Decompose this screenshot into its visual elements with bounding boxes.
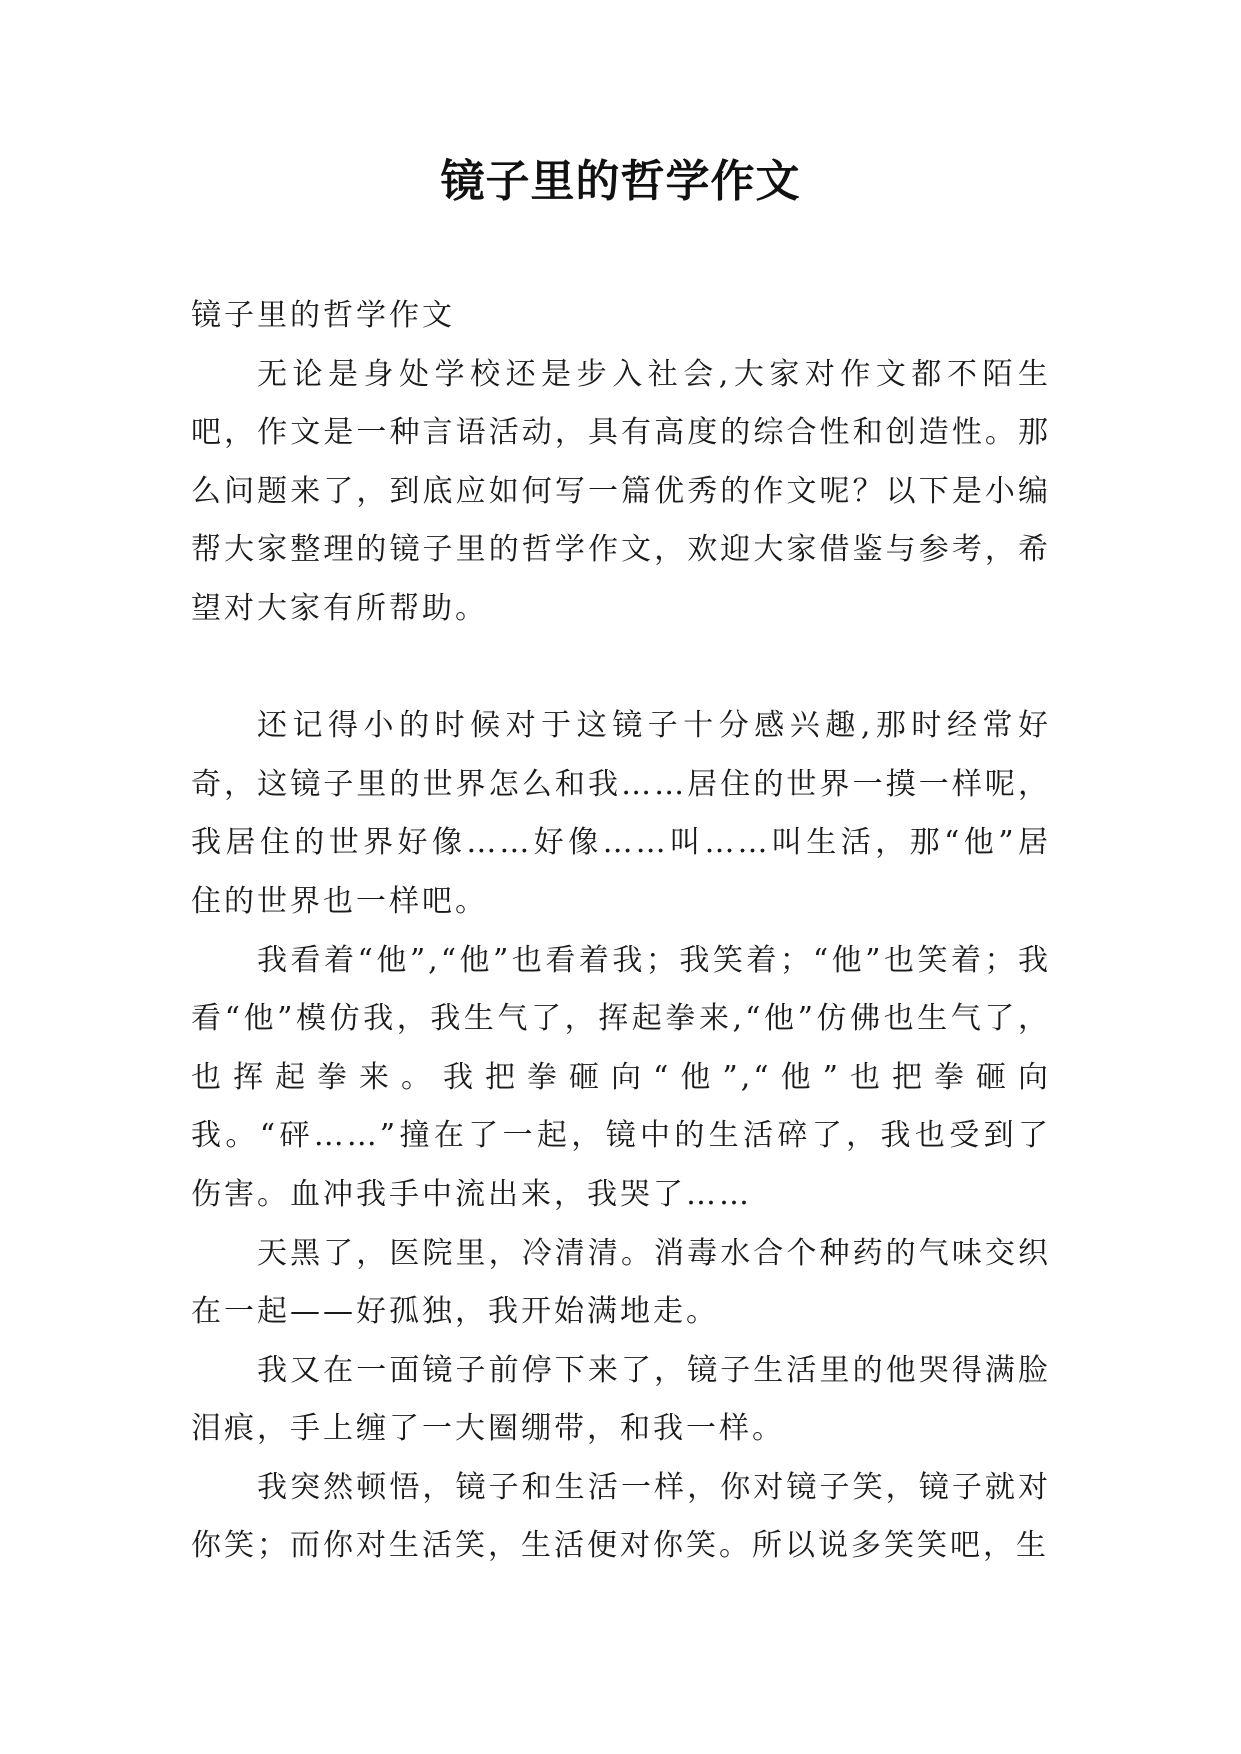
document-body	[191, 287, 1051, 1576]
paragraph: 还记得小的时候对于这镜子十分感兴趣,那时经常好奇，这镜子里的世界怎么和我……居住的世界一摸一样呢，我居住的世界好像……好像……叫……叫生活，那“他”居住的世界也一样吧。	[191, 708, 1051, 919]
paragraph: 无论是身处学校还是步入社会,大家对作文都不陌生吧，作文是一种言语活动，具有高度的综合性和创造性。那么问题来了，到底应如何写一篇优秀的作文呢？以下是小编帮大家整理的镜子里的哲学作文，欢迎大家借鉴与参考，希望对大家有所帮助。	[191, 356, 1051, 626]
paragraph: 天黑了，医院里，冷清清。消毒水合个种药的气味交织在一起——好孤独，我开始满地走。	[191, 1235, 1051, 1330]
document-subtitle: 镜子里的哲学作文	[191, 298, 455, 333]
paragraph: 我看着“他”,“他”也看着我；我笑着；“他”也笑着；我看“他”模仿我，我生气了，挥起拳来,“他”仿佛也生气了，也挥起拳来。我把拳砸向“他”,“他”也把拳砸向我。“砰……”撞在了一起，镜中的生活碎了，我也受到了伤害。血冲我手中流出来，我哭了……	[191, 942, 1051, 1212]
paragraph: 我突然顿悟，镜子和生活一样，你对镜子笑，镜子就对你笑；而你对生活笑，生活便对你笑。所以说多笑笑吧，生	[191, 1469, 1051, 1564]
paragraph: 我又在一面镜子前停下来了，镜子生活里的他哭得满脸泪痕，手上缠了一大圈绷带，和我一样。	[191, 1352, 1051, 1447]
document-title: 镜子里的哲学作文	[440, 156, 801, 207]
